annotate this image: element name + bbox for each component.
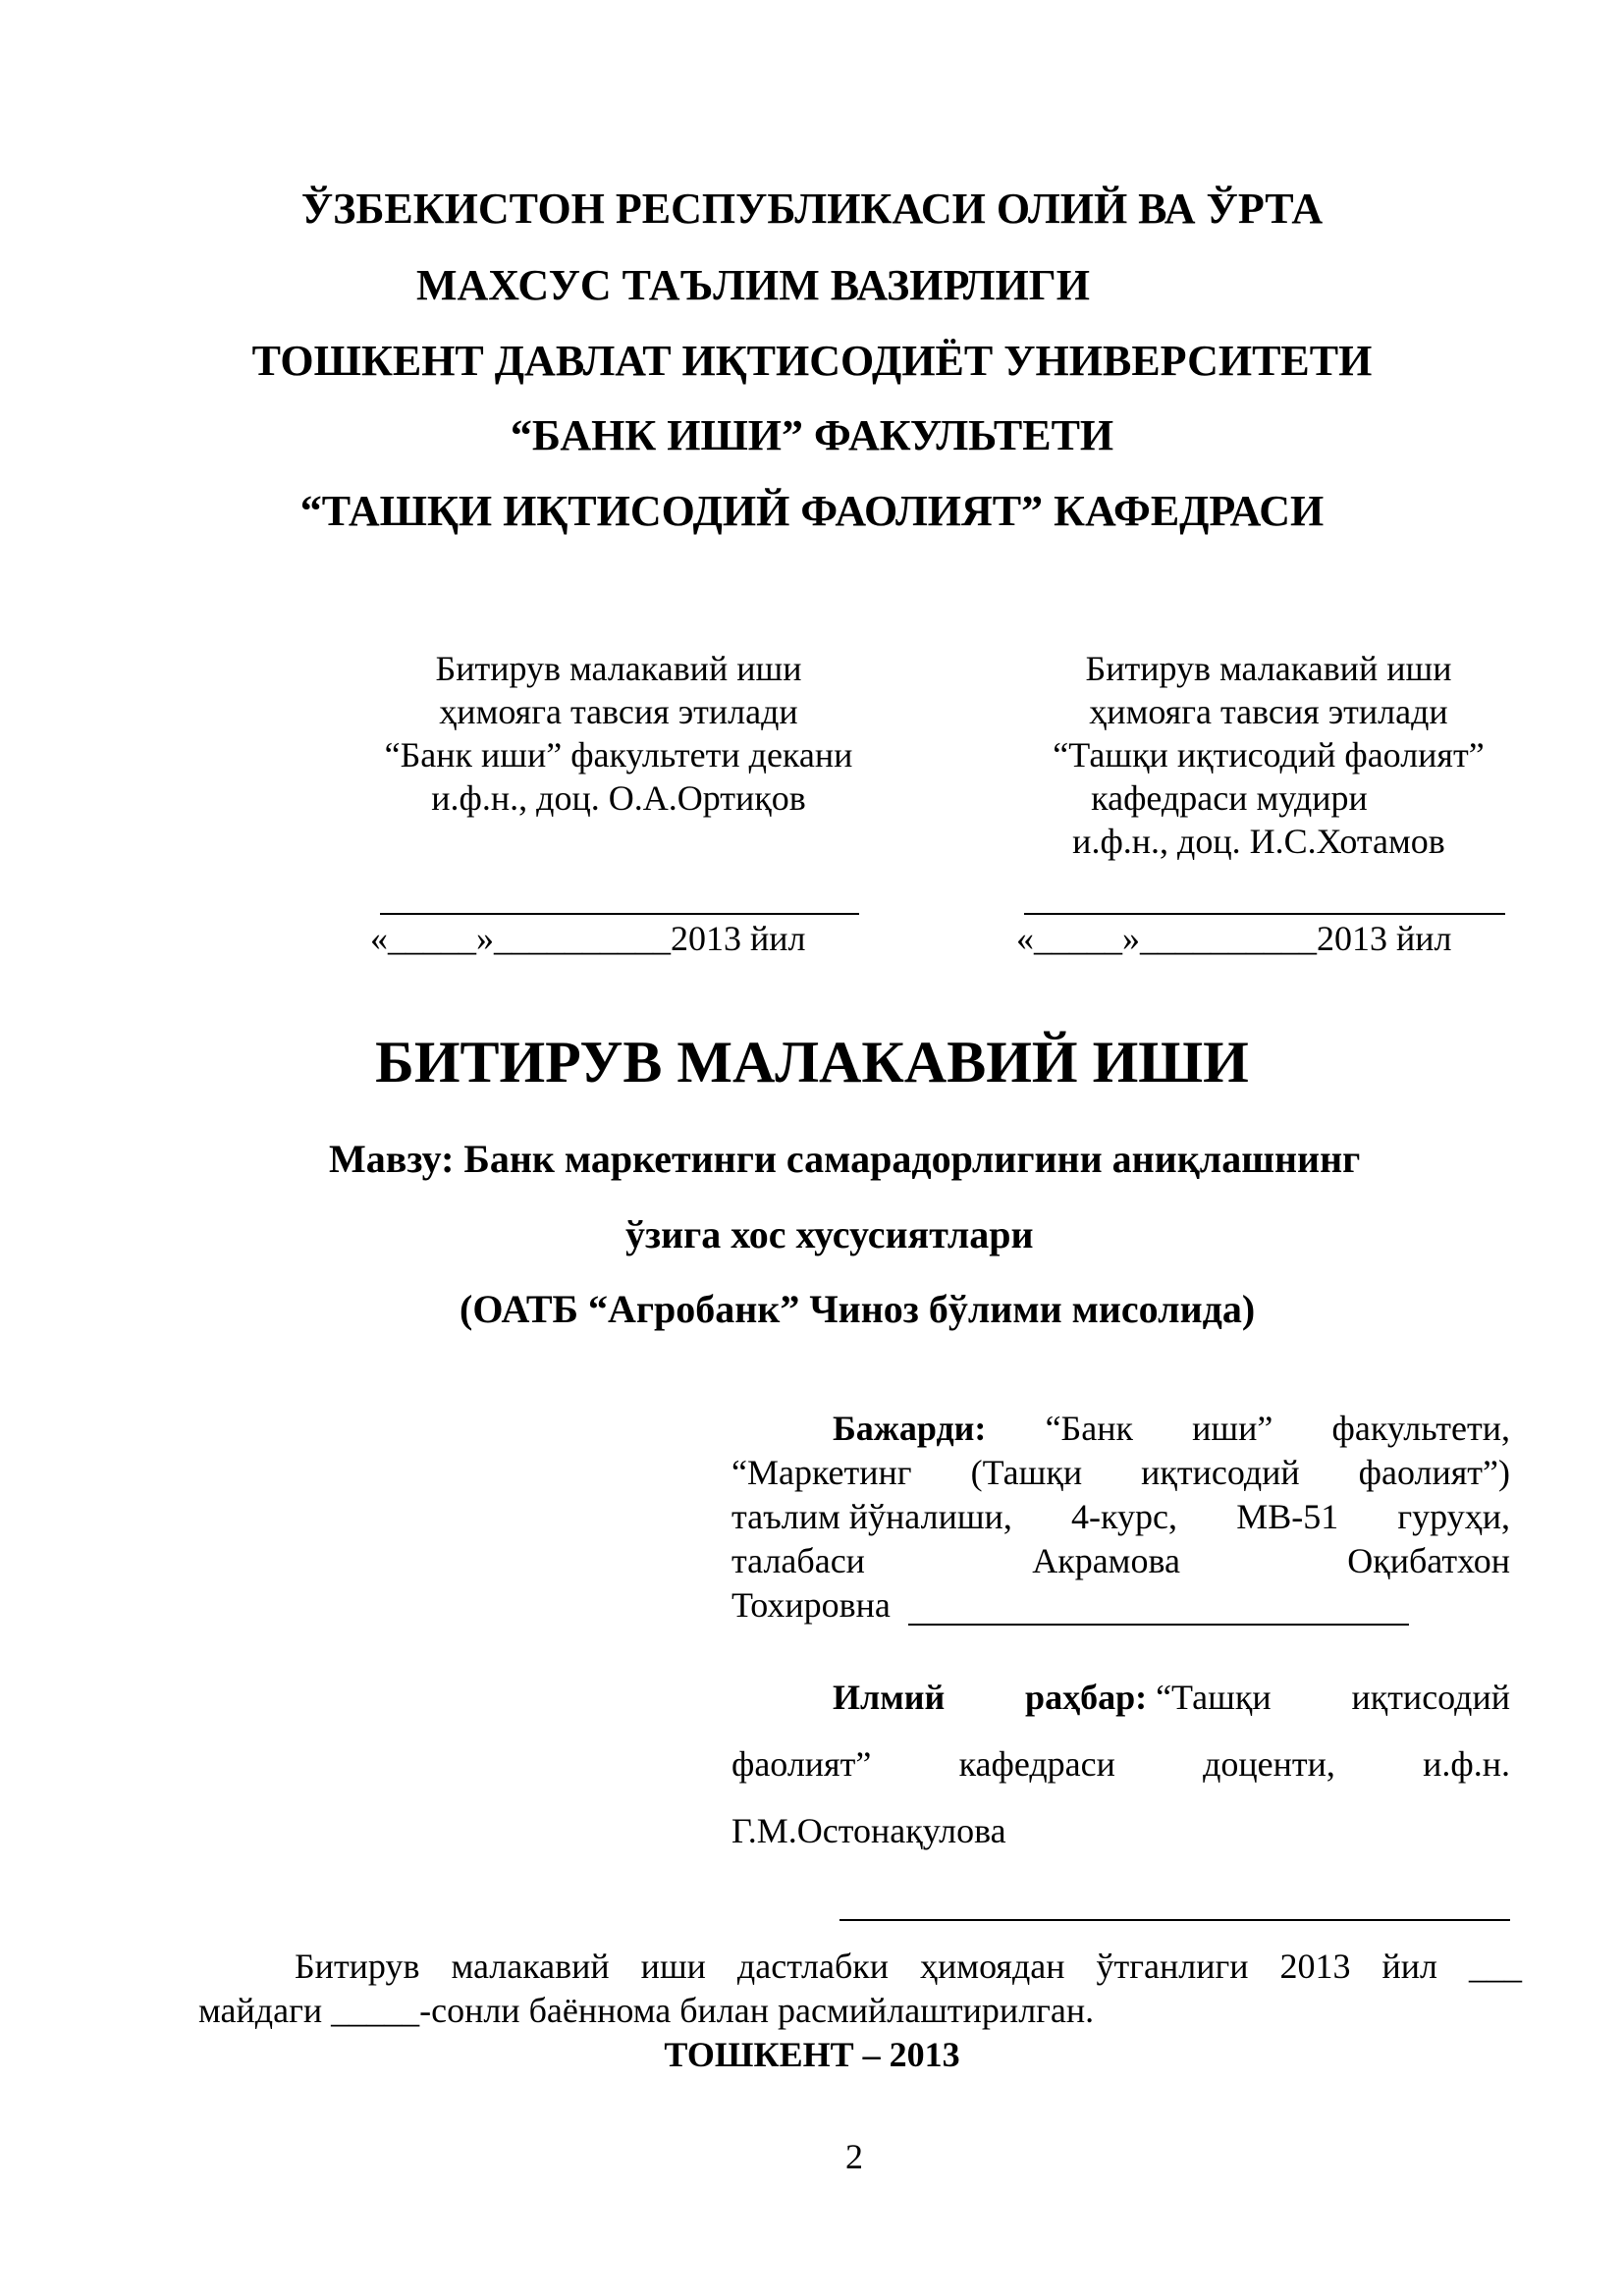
approval-left: [353, 648, 884, 962]
performer-word: фаолият”): [1358, 1453, 1510, 1492]
performer-line-2: [731, 1452, 1510, 1493]
performer-word: Оқибатхон: [1347, 1541, 1510, 1580]
performer-word: (Ташқи: [970, 1453, 1083, 1492]
page-number: 2: [845, 2137, 863, 2176]
performer-word: иши”: [1192, 1409, 1273, 1448]
university-name: ТОШКЕНТ ДАВЛАТ ИҚТИСОДИЁТ УНИВЕРСИТЕТИ: [251, 337, 1373, 385]
performer-word: факультети,: [1331, 1409, 1510, 1448]
advisor-word: и.ф.н.: [1423, 1744, 1510, 1784]
approval-right-signature-line: [1024, 913, 1505, 915]
advisor-line-2: [731, 1743, 1510, 1785]
ministry-line-1: ЎЗБЕКИСТОН РЕСПУБЛИКАСИ ОЛИЙ ВА ЎРТА: [300, 185, 1324, 233]
performer-word: гуруҳи,: [1397, 1497, 1510, 1536]
protocol-word: 2013: [1279, 1947, 1351, 1986]
approval-right-line-3: “Ташқи иқтисодий фаолият”: [1053, 735, 1485, 774]
performer-line-5: [731, 1584, 891, 1626]
approval-left-signature-line: [380, 913, 859, 915]
performer-word: иқтисодий: [1141, 1453, 1300, 1492]
approval-left-line-4: и.ф.н., доц. О.А.Ортиқов: [431, 778, 806, 818]
subject-line-3: (ОАТБ “Агробанк” Чиноз бўлими мисолида): [460, 1287, 1256, 1331]
advisor-word: иқтисодий: [1351, 1678, 1510, 1717]
approval-right-line-5: и.ф.н., доц. И.С.Хотамов: [1072, 822, 1445, 861]
performer-word: “Маркетинг: [731, 1453, 912, 1492]
protocol-line-2: майдаги _____-сонли баённома билан расмийлаштирилган.: [198, 1991, 1095, 2030]
advisor-word: доценти,: [1203, 1744, 1335, 1784]
performer-label: Бажарди:: [833, 1409, 987, 1448]
department-name: “ТАШҚИ ИҚТИСОДИЙ ФАОЛИЯТ” КАФЕДРАСИ: [299, 487, 1325, 535]
protocol-word: йил: [1381, 1947, 1437, 1986]
protocol-word: ўтганлиги: [1096, 1947, 1249, 1986]
performer-line-4: [731, 1540, 1510, 1581]
performer-line-3: [731, 1496, 1510, 1537]
performer-word: Акрамова: [1032, 1541, 1180, 1580]
protocol-word: ҳимоядан: [920, 1947, 1065, 1986]
faculty-name: “БАНК ИШИ” ФАКУЛЬТЕТИ: [510, 411, 1114, 459]
protocol-word: Битирув: [295, 1947, 420, 1986]
approval-right-line-1: Битирув малакавий иши: [1085, 649, 1452, 688]
performer-word: 4-курс,: [1071, 1497, 1177, 1536]
performer-signature-line: [908, 1624, 1409, 1626]
ministry-line-2: МАХСУС ТАЪЛИМ ВАЗИРЛИГИ: [415, 261, 1091, 309]
advisor-label-word: Илмий: [833, 1678, 946, 1717]
advisor-word: “Ташқи: [1156, 1678, 1272, 1717]
approval-right: [994, 648, 1543, 962]
protocol-line-1: [295, 1946, 1522, 1987]
performer-word: “Банк: [1045, 1409, 1133, 1448]
performer-word: таълим йўналиши,: [731, 1497, 1012, 1536]
approval-left-date: «_____»__________2013 йил: [370, 919, 806, 958]
protocol-word: малакавий: [451, 1947, 610, 1986]
performer-line-1: [833, 1408, 1510, 1449]
subject-line-2: ўзига хос хусусиятлари: [625, 1212, 1034, 1256]
performer-name-last: Тохировна: [731, 1585, 891, 1625]
advisor-word: кафедраси: [958, 1744, 1115, 1784]
performer-word: МВ-51: [1236, 1497, 1339, 1536]
approval-left-line-1: Битирув малакавий иши: [435, 649, 802, 688]
advisor-label-word: раҳбар:: [1025, 1678, 1148, 1717]
approval-right-date: «_____»__________2013 йил: [1016, 919, 1452, 958]
advisor-line-3: Г.М.Остонақулова: [731, 1811, 1006, 1850]
protocol-word: дастлабки: [736, 1947, 890, 1986]
performer-word: талабаси: [731, 1541, 865, 1580]
advisor-line-1: [833, 1677, 1510, 1718]
document-title: БИТИРУВ МАЛАКАВИЙ ИШИ: [375, 1030, 1249, 1095]
protocol-word: ___: [1468, 1947, 1522, 1986]
approval-left-line-2: ҳимояга тавсия этилади: [439, 692, 798, 731]
approval-right-line-4: кафедраси мудири: [1091, 778, 1368, 818]
advisor-signature-line: [839, 1919, 1510, 1921]
advisor-word: фаолият”: [731, 1744, 872, 1784]
protocol-word: иши: [640, 1947, 706, 1986]
city-year: ТОШКЕНТ – 2013: [664, 2035, 960, 2074]
approval-left-line-3: “Банк иши” факультети декани: [384, 735, 853, 774]
approval-right-line-2: ҳимояга тавсия этилади: [1089, 692, 1448, 731]
subject-line-1: Мавзу: Банк маркетинги самарадорлигини аниқлашнинг: [329, 1137, 1361, 1181]
